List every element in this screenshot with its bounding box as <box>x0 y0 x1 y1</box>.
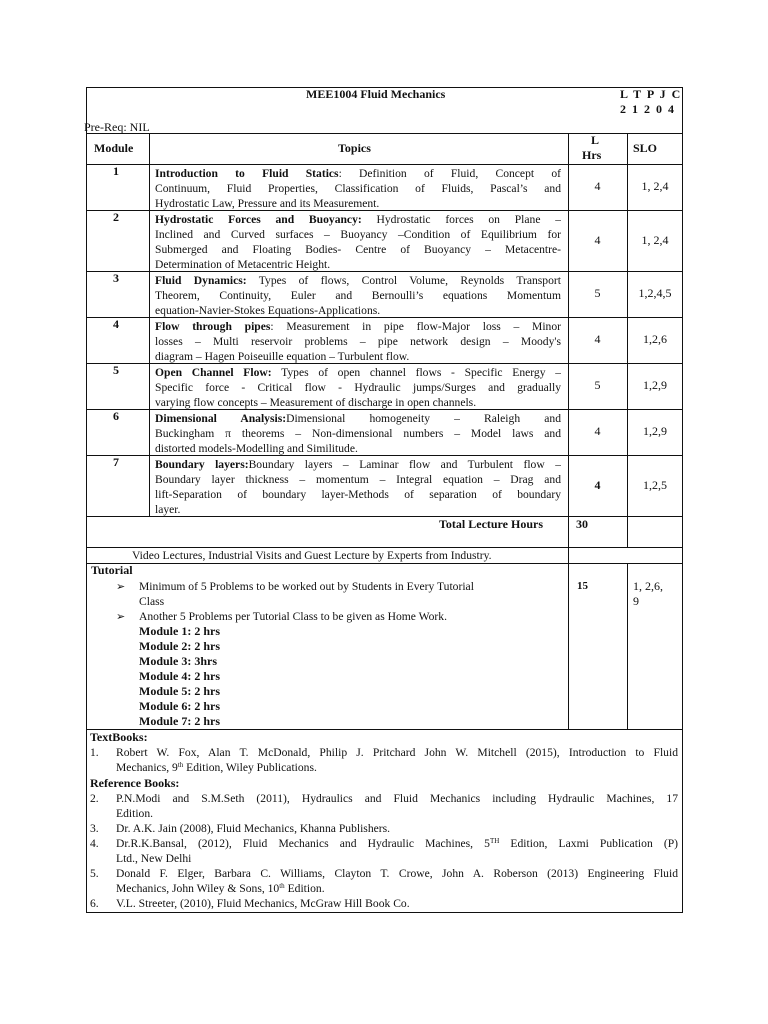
topic-line: losses – Multi reservoir problems – pipe network design – Moody's <box>155 335 561 348</box>
tutorial-module-hours: Module 6: 2 hrs <box>139 699 220 713</box>
book-line: V.L. Streeter, (2010), Fluid Mechanics, McGraw Hill Book Co. <box>116 897 410 910</box>
tutorial-module-hours: Module 2: 2 hrs <box>139 639 220 653</box>
tutorial-heading: Tutorial <box>91 563 133 577</box>
topic-line: Fluid Dynamics: Types of flows, Control Volume, Reynolds Transport <box>155 274 561 287</box>
topic-line: layer. <box>155 503 181 516</box>
module-topic <box>155 273 561 318</box>
topic-line: Dimensional Analysis:Dimensional homogeneity – Raleigh and <box>155 412 561 425</box>
book-line: Dr. A.K. Jain (2008), Fluid Mechanics, Khanna Publishers. <box>116 822 391 835</box>
module-number: 7 <box>113 455 119 469</box>
module-topic <box>155 457 561 517</box>
total-label: Total Lecture Hours <box>439 517 543 531</box>
book-entry <box>90 791 678 821</box>
module-hours: 4 <box>594 424 601 438</box>
topic-line: distorted models-Modelling and Similitude. <box>155 442 358 455</box>
module-hours: 4 <box>594 179 601 193</box>
ltpjc-values: 2 1 2 0 4 <box>620 102 676 116</box>
book-entry <box>90 896 678 911</box>
topic-line: Introduction to Fluid Statics: Definition of Fluid, Concept of <box>155 167 561 180</box>
arrow-bullet-icon: ➢ <box>116 610 126 623</box>
module-number: 4 <box>113 317 119 331</box>
tutorial-hrs: 15 <box>577 580 588 592</box>
book-number: 5. <box>90 867 99 880</box>
module-topic <box>155 319 561 364</box>
book-line: Mechanics, 9th Edition, Wiley Publications. <box>116 761 317 774</box>
tutorial-module-hours: Module 4: 2 hrs <box>139 669 220 683</box>
topic-line: Open Channel Flow: Types of open channel flows - Specific Energy – <box>155 366 561 379</box>
topic-line: Boundary layer thickness – momentum – Integral equation – Drag and <box>155 473 561 486</box>
module-slo: 1, 2,4 <box>641 179 669 193</box>
book-line: Mechanics, John Wiley & Sons, 10th Edition. <box>116 882 325 895</box>
topic-line: equation-Navier-Stokes Equations-Applications. <box>155 304 381 317</box>
book-number: 1. <box>90 746 99 759</box>
tutorial-module-hours: Module 3: 3hrs <box>139 654 217 668</box>
book-line: Robert W. Fox, Alan T. McDonald, Philip J. Pritchard John W. Mitchell (2015), Introduction to Fluid <box>116 746 678 759</box>
topic-line: Hydrostatic Forces and Buoyancy: Hydrostatic forces on Plane – <box>155 213 561 226</box>
module-number: 1 <box>113 164 119 178</box>
topic-line: Submerged and Floating Bodies- Centre of Buoyancy – Metacentre- <box>155 243 561 256</box>
book-entry <box>90 821 678 836</box>
video-note: Video Lectures, Industrial Visits and Guest Lecture by Experts from Industry. <box>132 549 492 562</box>
header-module: Module <box>94 141 134 155</box>
tutorial-bullet-text: Class <box>139 595 165 608</box>
topic-line: varying flow concepts – Measurement of discharge in open channels. <box>155 396 477 409</box>
book-line: Ltd., New Delhi <box>116 852 192 865</box>
topic-line: Boundary layers:Boundary layers – Laminar flow and Turbulent flow – <box>155 458 561 471</box>
header-hrs: Hrs <box>582 148 602 162</box>
topic-line: lift-Separation of boundary layer-Methods of separation of boundary <box>155 488 561 501</box>
module-number: 2 <box>113 210 119 224</box>
book-line: P.N.Modi and S.M.Seth (2011), Hydraulics and Fluid Mechanics including Hydraulic Machines, 17 <box>116 792 678 805</box>
tutorial-module-hours: Module 7: 2 hrs <box>139 714 220 728</box>
topic-line: Hydrostatic Law, Pressure and its Measurement. <box>155 197 380 210</box>
arrow-bullet-icon: ➢ <box>116 580 126 593</box>
module-number: 6 <box>113 409 119 423</box>
book-entry <box>90 866 678 896</box>
module-slo: 1,2,9 <box>643 378 667 392</box>
module-topic <box>155 212 561 272</box>
book-number: 3. <box>90 822 99 835</box>
book-number: 4. <box>90 837 99 850</box>
header-l: L <box>591 133 600 147</box>
module-slo: 1,2,5 <box>643 477 667 492</box>
module-slo: 1, 2,4 <box>641 232 669 247</box>
module-slo: 1,2,4,5 <box>638 286 672 300</box>
module-hours: 5 <box>594 286 601 300</box>
module-slo: 1,2,9 <box>643 424 667 438</box>
book-number: 2. <box>90 792 99 805</box>
prereq: Pre-Req: NIL <box>84 120 150 134</box>
module-number: 3 <box>113 271 119 285</box>
reference-heading: Reference Books: <box>90 776 180 790</box>
module-hours: 4 <box>594 232 601 247</box>
module-hours: 4 <box>594 477 601 492</box>
book-number: 6. <box>90 897 99 910</box>
tutorial-slo-2: 9 <box>633 594 639 608</box>
book-line: Edition. <box>116 807 154 820</box>
book-line: Dr.R.K.Bansal, (2012), Fluid Mechanics and Hydraulic Machines, 5TH Edition, Laxmi Publication (P) <box>116 837 678 850</box>
tutorial-module-hours: Module 5: 2 hrs <box>139 684 220 698</box>
module-topic <box>155 365 561 410</box>
course-title: MEE1004 Fluid Mechanics <box>306 87 446 101</box>
module-slo: 1,2,6 <box>643 332 667 346</box>
topic-line: Continuum, Fluid Properties, Classification of Fluids, Pascal’s and <box>155 182 561 195</box>
topic-line: Specific force - Critical flow - Hydraulic jumps/Surges and gradually <box>155 381 561 394</box>
topic-line: Buckingham π theorems – Non-dimensional numbers – Model laws and <box>155 427 561 440</box>
module-hours: 5 <box>594 378 601 392</box>
textbooks-heading: TextBooks: <box>90 730 148 744</box>
topic-line: Flow through pipes: Measurement in pipe flow-Major loss – Minor <box>155 320 561 333</box>
total-value: 30 <box>576 517 588 531</box>
tutorial-slo-1: 1, 2,6, <box>633 579 663 593</box>
header-slo: SLO <box>633 141 658 155</box>
syllabus-page <box>86 87 683 913</box>
book-line: Donald F. Elger, Barbara C. Williams, Clayton T. Crowe, John A. Roberson (2013) Engineering Fluid <box>116 867 678 880</box>
tutorial-module-hours: Module 1: 2 hrs <box>139 624 220 638</box>
topic-line: diagram – Hagen Poiseuille equation – Turbulent flow. <box>155 350 410 363</box>
module-topic <box>155 411 561 456</box>
module-topic <box>155 166 561 211</box>
tutorial-bullet-text: Minimum of 5 Problems to be worked out by Students in Every Tutorial <box>139 580 474 593</box>
tutorial-bullet-text: Another 5 Problems per Tutorial Class to be given as Home Work. <box>139 610 447 623</box>
book-entry <box>90 745 678 775</box>
ltpjc-label: L T P J C <box>620 87 682 101</box>
module-number: 5 <box>113 363 119 377</box>
header-topics: Topics <box>338 141 371 155</box>
topic-line: Determination of Metacentric Height. <box>155 258 331 271</box>
book-entry <box>90 836 678 866</box>
module-hours: 4 <box>594 332 601 346</box>
topic-line: Theorem, Continuity, Euler and Bernoulli’s equations Momentum <box>155 289 561 302</box>
topic-line: Inclined and Curved surfaces – Buoyancy –Condition of Equilibrium for <box>155 228 561 241</box>
